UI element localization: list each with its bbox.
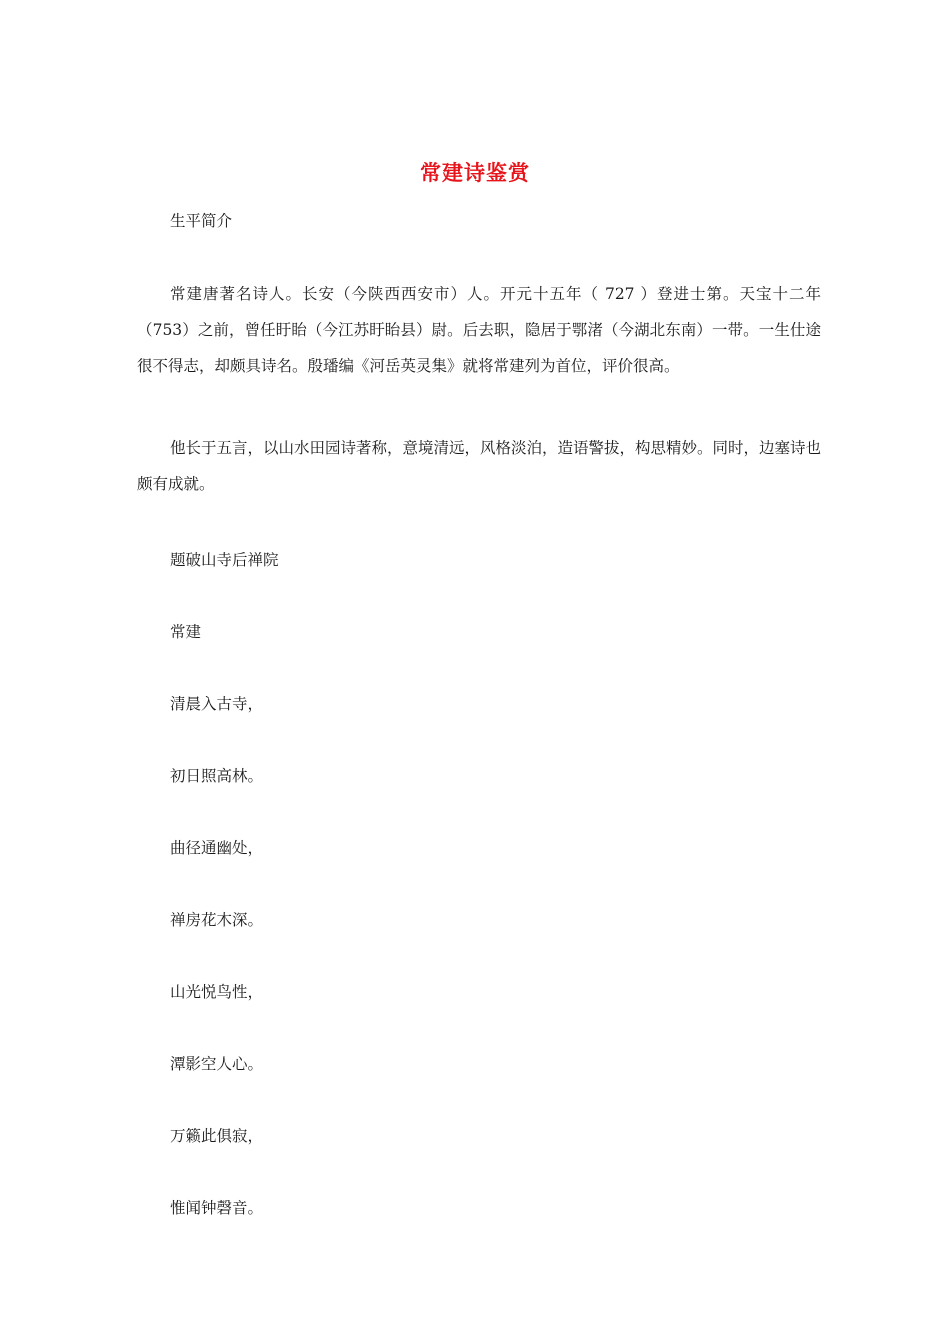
bio-paragraph-1: 常建唐著名诗人。长安（今陕西西安市）人。开元十五年（ 727 ）登进士第。天宝十二年（753）之前，曾任盱眙（今江苏盱眙县）尉。后去职，隐居于鄂渚（今湖北东南）一带。一生仕途很不得志，却颇具诗名。殷璠编《河岳英灵集》就将常建列为首位，评价很高。 <box>137 285 821 375</box>
poem-line-7: 万籁此俱寂， <box>170 1127 264 1145</box>
poem-author: 常建 <box>170 623 202 641</box>
poem-line-8: 惟闻钟磬音。 <box>170 1199 264 1217</box>
poem-line-2: 初日照高林。 <box>170 767 264 785</box>
poem-line-1: 清晨入古寺， <box>170 695 264 713</box>
poem-line-4: 禅房花木深。 <box>170 911 264 929</box>
poem-title: 题破山寺后禅院 <box>170 551 279 569</box>
poem-line-5: 山光悦鸟性， <box>170 983 264 1001</box>
document-title: 常建诗鉴赏 <box>420 161 530 185</box>
poem-line-6: 潭影空人心。 <box>170 1055 264 1073</box>
poem-line-3: 曲径通幽处， <box>170 839 264 857</box>
bio-paragraph-2: 他长于五言，以山水田园诗著称，意境清远，风格淡泊，造语警拔，构思精妙。同时，边塞诗也颇有成就。 <box>137 439 822 493</box>
section-heading: 生平简介 <box>170 212 233 230</box>
